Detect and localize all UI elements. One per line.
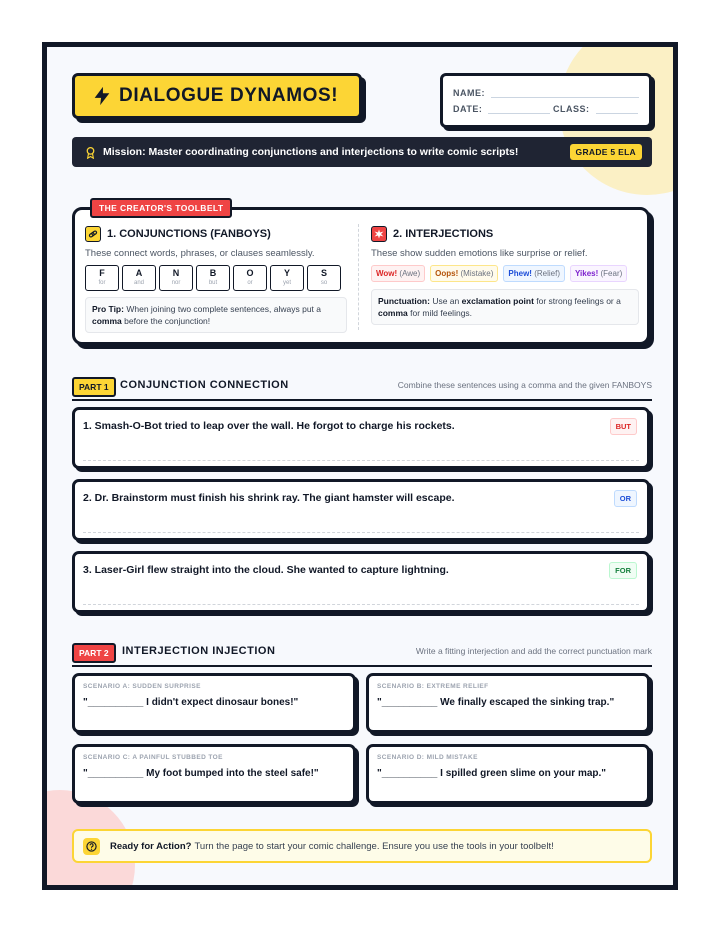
conjunctions-description: These connect words, phrases, or clauses seamlessly. [85, 248, 315, 259]
fanboys-letter: N [172, 268, 180, 278]
interjection-feeling: (Fear) [600, 269, 623, 278]
scenario-sentence: "__________ We finally escaped the sinking trap." [377, 697, 615, 708]
class-field[interactable] [596, 105, 638, 114]
scenario-card-d[interactable] [366, 744, 650, 804]
lightning-bolt-icon [91, 85, 113, 107]
fanboys-tile-or [233, 265, 267, 291]
punctuation-text-2: for strong feelings or a [536, 296, 621, 306]
link-icon [85, 226, 101, 242]
conjunction-badge-but: BUT [610, 418, 637, 435]
conjunctions-heading: 1. CONJUNCTIONS (FANBOYS) [107, 228, 271, 240]
name-label: NAME: [453, 88, 485, 98]
scenario-label: SCENARIO A: SUDDEN SURPRISE [83, 683, 201, 690]
pro-tip-lead: Pro Tip: [92, 304, 124, 314]
interjection-chip [503, 265, 565, 282]
interjection-feeling: (Mistake) [460, 269, 494, 278]
interjections-heading: 2. INTERJECTIONS [393, 228, 494, 240]
fanboys-word: nor [171, 280, 181, 286]
fanboys-tile-nor [159, 265, 193, 291]
fanboys-letter: S [320, 268, 327, 278]
interjection-feeling: (Relief) [534, 269, 560, 278]
part1-title: CONJUNCTION CONNECTION [120, 379, 289, 391]
fanboys-letter: O [246, 268, 254, 278]
section-divider [358, 224, 359, 330]
interjection-word: Oops! [435, 269, 459, 278]
interjection-examples [371, 265, 639, 282]
part1-instructions: Combine these sentences using a comma and the given FANBOYS [397, 380, 652, 390]
interjection-chip [430, 265, 498, 282]
question-text: 1. Smash-O-Bot tried to leap over the wall. He forgot to charge his rockets. [83, 420, 455, 432]
title-banner [72, 73, 362, 119]
scenario-label: SCENARIO C: A PAINFUL STUBBED TOE [83, 754, 223, 761]
punctuation-text-1: Use an [432, 296, 460, 306]
punctuation-bold-2: comma [378, 308, 408, 318]
fanboys-word: for [98, 280, 106, 286]
mission-bar [72, 137, 652, 167]
fanboys-tile-yet [270, 265, 304, 291]
footer-lead: Ready for Action? [110, 840, 192, 852]
student-info-box [440, 73, 652, 128]
fanboys-letter: Y [283, 268, 290, 278]
fanboys-tile-but [196, 265, 230, 291]
fanboys-word: yet [282, 280, 291, 286]
fanboys-word: so [320, 280, 328, 286]
scenario-label: SCENARIO B: EXTREME RELIEF [377, 683, 489, 690]
toolbelt-tag: THE CREATOR'S TOOLBELT [90, 198, 232, 218]
part1-tag: PART 1 [72, 377, 116, 397]
punctuation-text-3: for mild feelings. [410, 308, 473, 318]
pro-tip-bold: comma [92, 316, 122, 326]
conjunction-badge-or: OR [614, 490, 637, 507]
fanboys-tile-for [85, 265, 119, 291]
fanboys-letter: B [209, 268, 217, 278]
scenario-sentence: "__________ My foot bumped into the steel safe!" [83, 768, 319, 779]
interjections-section [371, 226, 639, 325]
fanboys-letter: A [135, 268, 143, 278]
scenario-sentence: "__________ I didn't expect dinosaur bones!" [83, 697, 299, 708]
scenario-card-a[interactable] [72, 673, 356, 733]
interjection-chip [371, 265, 425, 282]
question-card-2 [72, 479, 650, 541]
name-field[interactable] [491, 89, 639, 98]
part2-tag: PART 2 [72, 643, 116, 663]
question-icon [83, 838, 100, 855]
question-card-3 [72, 551, 650, 613]
scenario-sentence: "__________ I spilled green slime on your map." [377, 768, 607, 779]
question-card-1 [72, 407, 650, 469]
interjection-feeling: (Awe) [399, 269, 421, 278]
part1-header [72, 377, 652, 401]
punctuation-bold-1: exclamation point [461, 296, 534, 306]
conjunctions-section [85, 226, 347, 333]
fanboys-tile-and [122, 265, 156, 291]
answer-line[interactable] [83, 460, 639, 461]
part2-instructions: Write a fitting interjection and add the correct punctuation mark [415, 646, 652, 656]
pro-tip-text: When joining two complete sentences, always put a [126, 304, 322, 314]
interjection-word: Wow! [376, 269, 398, 278]
answer-line[interactable] [83, 532, 639, 533]
scenario-card-c[interactable] [72, 744, 356, 804]
footer-callout [72, 829, 652, 863]
punctuation-lead: Punctuation: [378, 296, 430, 306]
interjection-chip [570, 265, 627, 282]
toolbelt-panel [72, 203, 650, 345]
fanboys-row [85, 265, 347, 291]
worksheet [42, 42, 678, 890]
fanboys-tile-so [307, 265, 341, 291]
date-field[interactable] [488, 105, 550, 114]
fanboys-word: but [208, 280, 218, 286]
page-title: DIALOGUE DYNAMOS! [119, 85, 339, 106]
fanboys-word: and [133, 280, 144, 286]
medal-icon [84, 146, 97, 159]
grade-badge: GRADE 5 ELA [570, 144, 642, 160]
answer-line[interactable] [83, 604, 639, 605]
interjections-description: These show sudden emotions like surprise or relief. [371, 248, 588, 259]
footer-text: Turn the page to start your comic challenge. Ensure you use the tools in your toolbelt! [194, 840, 554, 852]
punctuation-tip-box [371, 289, 639, 325]
part2-title: INTERJECTION INJECTION [122, 645, 276, 657]
scenario-card-b[interactable] [366, 673, 650, 733]
interjection-word: Yikes! [574, 269, 599, 278]
fanboys-word: or [247, 280, 253, 286]
interjection-word: Phew! [508, 269, 532, 278]
part2-header [72, 643, 652, 667]
question-text: 3. Laser-Girl flew straight into the cloud. She wanted to capture lightning. [83, 564, 449, 576]
class-label: CLASS: [553, 104, 590, 114]
mission-text: Mission: Master coordinating conjunctions and interjections to write comic scripts! [103, 146, 519, 158]
scenario-label: SCENARIO D: MILD MISTAKE [377, 754, 478, 761]
conjunction-badge-for: FOR [609, 562, 637, 579]
date-label: DATE: [453, 104, 483, 114]
pro-tip-text-end: before the conjunction! [124, 316, 211, 326]
burst-icon [371, 226, 387, 242]
pro-tip-box [85, 297, 347, 333]
fanboys-letter: F [99, 268, 105, 278]
question-text: 2. Dr. Brainstorm must finish his shrink ray. The giant hamster will escape. [83, 492, 455, 504]
